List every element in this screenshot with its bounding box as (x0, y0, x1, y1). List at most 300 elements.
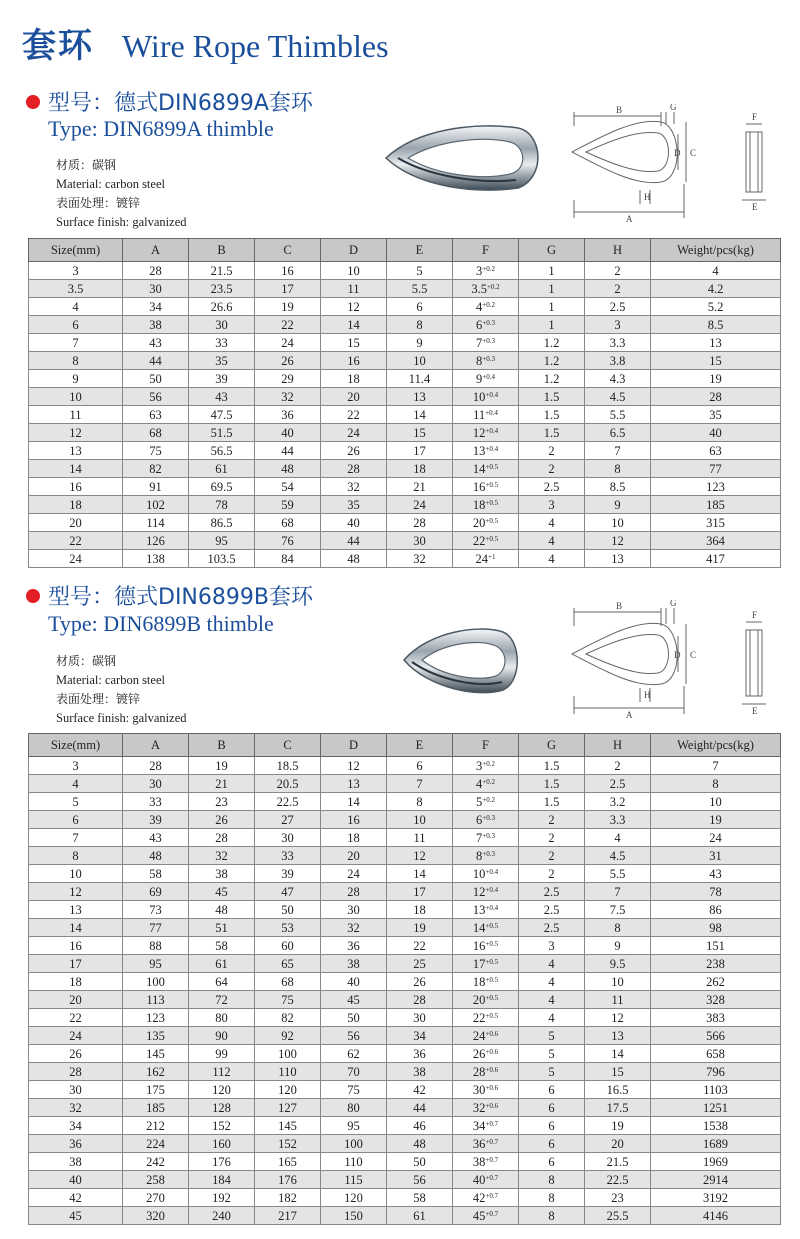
table-cell: 38 (387, 1063, 453, 1081)
dim-label-e: E (752, 202, 758, 212)
table-row (29, 955, 781, 973)
table-row (29, 1081, 781, 1099)
table-cell: 40 (321, 973, 387, 991)
table-cell: 7.5 (585, 901, 651, 919)
tolerance-base: 5 (476, 794, 483, 809)
table-row (29, 478, 781, 496)
table-cell: 123 (651, 478, 781, 496)
table-cell: 25 (387, 955, 453, 973)
table-cell: 4.2 (651, 280, 781, 298)
table-cell: 6 (29, 811, 123, 829)
table-cell: 21 (189, 775, 255, 793)
table-cell: 240 (189, 1207, 255, 1225)
table-cell: 2 (519, 811, 585, 829)
table-cell: 14 (585, 1045, 651, 1063)
table-cell: 20 (321, 847, 387, 865)
table-cell: 45 (29, 1207, 123, 1225)
table-cell: 14 (387, 865, 453, 883)
table-cell: 8 (387, 793, 453, 811)
table-cell: 95 (189, 532, 255, 550)
table-cell: 17 (255, 280, 321, 298)
tolerance-base: 20 (472, 515, 486, 530)
tolerance-superscript: +0.7 (485, 1137, 499, 1146)
tolerance-base: 36 (472, 1136, 486, 1151)
table-cell: 113 (123, 991, 189, 1009)
table-row (29, 1117, 781, 1135)
table-cell: 100 (321, 1135, 387, 1153)
table-row (29, 775, 781, 793)
column-header: H (585, 239, 651, 262)
table-cell: 61 (387, 1207, 453, 1225)
table-row (29, 883, 781, 901)
type-heading-en: Type: DIN6899A thimble (48, 116, 274, 141)
tolerance-base: 6 (476, 317, 483, 332)
table-cell: 15 (387, 424, 453, 442)
table-cell: 20.5 (255, 775, 321, 793)
table-cell: 40 (321, 514, 387, 532)
tolerance-superscript: +0.3 (482, 336, 495, 345)
table-cell: 5 (387, 262, 453, 280)
table-cell: 6 (519, 1135, 585, 1153)
table-cell: 16.5 (585, 1081, 651, 1099)
tolerance-base: 38 (472, 1154, 486, 1169)
table-cell: 28 (387, 514, 453, 532)
table-row (29, 280, 781, 298)
table-cell: 262 (651, 973, 781, 991)
table-cell (453, 460, 519, 478)
table-cell (453, 496, 519, 514)
tolerance-base: 12 (472, 884, 486, 899)
table-cell: 35 (189, 352, 255, 370)
table-cell: 19 (255, 298, 321, 316)
table-cell: 50 (255, 901, 321, 919)
tolerance-base: 8 (476, 848, 483, 863)
column-header: B (189, 734, 255, 757)
table-cell: 10 (585, 514, 651, 532)
table-cell: 19 (585, 1117, 651, 1135)
table-cell: 4.3 (585, 370, 651, 388)
table-cell: 98 (651, 919, 781, 937)
table-cell: 12 (29, 883, 123, 901)
table-cell: 24 (29, 550, 123, 568)
table-cell: 44 (123, 352, 189, 370)
table-cell: 70 (321, 1063, 387, 1081)
table-cell: 19 (651, 370, 781, 388)
tolerance-superscript: +0.4 (485, 390, 499, 399)
table-cell: 24 (321, 865, 387, 883)
column-header: Weight/pcs(kg) (651, 734, 781, 757)
tolerance-superscript: +0.3 (482, 849, 495, 858)
tolerance-base: 8 (476, 353, 483, 368)
table-cell: 80 (321, 1099, 387, 1117)
tolerance-superscript: +0.4 (485, 903, 499, 912)
table-cell: 1.5 (519, 406, 585, 424)
table-cell: 72 (189, 991, 255, 1009)
table-cell: 78 (651, 883, 781, 901)
table-cell: 28 (29, 1063, 123, 1081)
column-header: A (123, 239, 189, 262)
table-cell: 14 (321, 793, 387, 811)
table-cell: 115 (321, 1171, 387, 1189)
table-cell: 10 (387, 352, 453, 370)
table-cell: 18 (29, 973, 123, 991)
table-cell (453, 955, 519, 973)
table-row (29, 937, 781, 955)
table-cell: 1 (519, 280, 585, 298)
table-cell: 127 (255, 1099, 321, 1117)
table-cell: 91 (123, 478, 189, 496)
table-cell: 242 (123, 1153, 189, 1171)
table-row (29, 919, 781, 937)
table-cell: 56 (123, 388, 189, 406)
table-row (29, 1207, 781, 1225)
table-cell: 175 (123, 1081, 189, 1099)
table-cell: 34 (29, 1117, 123, 1135)
tolerance-base: 16 (472, 479, 486, 494)
table-cell (453, 478, 519, 496)
table-cell: 38 (29, 1153, 123, 1171)
table-cell: 15 (321, 334, 387, 352)
table-cell (453, 775, 519, 793)
table-cell: 8 (519, 1171, 585, 1189)
table-cell: 45 (321, 991, 387, 1009)
table-cell (453, 352, 519, 370)
table-cell: 19 (651, 811, 781, 829)
table-cell (453, 298, 519, 316)
table-cell: 77 (123, 919, 189, 937)
table-cell: 29 (255, 370, 321, 388)
table-cell: 224 (123, 1135, 189, 1153)
table-row (29, 1027, 781, 1045)
table-cell: 126 (123, 532, 189, 550)
table-cell: 3.3 (585, 334, 651, 352)
table-cell: 8 (29, 847, 123, 865)
tolerance-superscript: +0.4 (482, 372, 495, 381)
tolerance-base: 14 (472, 461, 486, 476)
table-cell: 138 (123, 550, 189, 568)
table-cell: 258 (123, 1171, 189, 1189)
tolerance-superscript: +0.6 (485, 1083, 499, 1092)
table-cell: 32 (189, 847, 255, 865)
table-cell: 43 (651, 865, 781, 883)
tolerance-base: 3 (476, 263, 483, 278)
table-cell: 73 (123, 901, 189, 919)
tolerance-base: 18 (472, 497, 486, 512)
tolerance-superscript: +0.5 (485, 975, 499, 984)
table-cell: 10 (29, 388, 123, 406)
table-cell: 5.2 (651, 298, 781, 316)
table-row (29, 514, 781, 532)
table-cell: 35 (651, 406, 781, 424)
dim-label-d: D (674, 148, 681, 158)
table-cell: 6 (29, 316, 123, 334)
tolerance-superscript: +0.5 (485, 1011, 499, 1020)
table-cell (453, 1117, 519, 1135)
tolerance-superscript: +0.4 (485, 408, 498, 417)
table-cell: 15 (585, 1063, 651, 1081)
table-cell: 8 (519, 1207, 585, 1225)
table-cell: 30 (255, 829, 321, 847)
table-cell: 165 (255, 1153, 321, 1171)
tolerance-superscript: +0.5 (485, 498, 499, 507)
table-cell: 28 (123, 262, 189, 280)
tolerance-base: 28 (472, 1064, 486, 1079)
dim-label-d: D (674, 650, 681, 660)
table-cell: 7 (585, 883, 651, 901)
table-cell: 1.5 (519, 388, 585, 406)
table-cell (453, 388, 519, 406)
table-cell: 56 (321, 1027, 387, 1045)
tolerance-superscript: +0.5 (485, 921, 499, 930)
table-cell: 24 (29, 1027, 123, 1045)
table-cell: 10 (321, 262, 387, 280)
tolerance-base: 11 (473, 407, 486, 422)
page-header (22, 18, 389, 66)
table-cell: 22.5 (255, 793, 321, 811)
table-cell: 32 (387, 550, 453, 568)
dim-label-c: C (690, 650, 697, 660)
table-cell (453, 514, 519, 532)
table-cell: 20 (321, 388, 387, 406)
table-cell: 24 (255, 334, 321, 352)
table-cell (453, 532, 519, 550)
table-cell: 151 (651, 937, 781, 955)
table-cell: 44 (387, 1099, 453, 1117)
bullet-dot-icon (26, 95, 40, 109)
table-cell: 185 (123, 1099, 189, 1117)
column-header: E (387, 239, 453, 262)
table-cell: 328 (651, 991, 781, 1009)
dim-label-c: C (690, 148, 697, 158)
column-header: Size(mm) (29, 239, 123, 262)
table-cell: 69.5 (189, 478, 255, 496)
table-cell: 69 (123, 883, 189, 901)
tolerance-base: 16 (472, 938, 486, 953)
column-header: F (453, 734, 519, 757)
table-cell: 7 (387, 775, 453, 793)
table-cell: 1.2 (519, 370, 585, 388)
table-cell: 90 (189, 1027, 255, 1045)
table-cell: 5 (519, 1045, 585, 1063)
tolerance-base: 7 (476, 830, 483, 845)
table-cell: 22 (29, 1009, 123, 1027)
table-cell: 120 (321, 1189, 387, 1207)
table-cell: 99 (189, 1045, 255, 1063)
table-cell: 23 (585, 1189, 651, 1207)
table-cell (453, 316, 519, 334)
dim-label-g: G (670, 104, 677, 112)
table-row (29, 757, 781, 775)
table-cell: 39 (123, 811, 189, 829)
table-header-row (29, 734, 781, 757)
finish-en: Surface finish: galvanized (56, 215, 187, 229)
table-cell: 417 (651, 550, 781, 568)
dim-label-a: A (626, 710, 633, 720)
tolerance-base: 10 (472, 866, 486, 881)
table-cell: 16 (321, 811, 387, 829)
table-cell: 3.5 (29, 280, 123, 298)
table-cell: 10 (651, 793, 781, 811)
table-cell: 82 (255, 1009, 321, 1027)
table-cell: 18.5 (255, 757, 321, 775)
tolerance-superscript: +0.7 (485, 1155, 499, 1164)
table-cell: 4 (29, 775, 123, 793)
tolerance-superscript: +0.4 (485, 885, 499, 894)
table-cell: 13 (651, 334, 781, 352)
spec-table-din6899a (28, 238, 781, 568)
table-cell: 28 (387, 991, 453, 1009)
table-row (29, 847, 781, 865)
column-header: D (321, 239, 387, 262)
table-cell: 2 (585, 280, 651, 298)
table-cell: 43 (123, 829, 189, 847)
table-cell: 17 (29, 955, 123, 973)
tolerance-superscript: +0.3 (482, 318, 495, 327)
table-cell: 10 (585, 973, 651, 991)
table-cell: 45 (189, 883, 255, 901)
table-cell (453, 757, 519, 775)
table-cell: 50 (123, 370, 189, 388)
table-cell: 16 (29, 478, 123, 496)
tolerance-base: 18 (472, 974, 486, 989)
table-cell: 160 (189, 1135, 255, 1153)
table-cell: 315 (651, 514, 781, 532)
table-row (29, 370, 781, 388)
table-cell (453, 334, 519, 352)
table-cell: 5 (519, 1027, 585, 1045)
tolerance-superscript: +0.2 (482, 264, 495, 273)
column-header: B (189, 239, 255, 262)
table-cell: 24 (387, 496, 453, 514)
tolerance-base: 26 (472, 1046, 486, 1061)
table-cell: 38 (189, 865, 255, 883)
table-cell: 1.5 (519, 424, 585, 442)
tolerance-base: 4 (476, 299, 483, 314)
table-cell: 33 (123, 793, 189, 811)
tolerance-superscript: +0.2 (486, 282, 500, 291)
table-cell: 21 (387, 478, 453, 496)
table-cell: 10 (29, 865, 123, 883)
table-cell: 47 (255, 883, 321, 901)
table-cell: 40 (651, 424, 781, 442)
table-cell: 383 (651, 1009, 781, 1027)
title-chinese: 套环 (22, 26, 94, 66)
table-cell: 3 (519, 496, 585, 514)
tolerance-base: 22 (472, 1010, 486, 1025)
tolerance-base: 24 (472, 1028, 486, 1043)
tolerance-superscript: +0.5 (485, 480, 499, 489)
table-cell: 42 (387, 1081, 453, 1099)
type-heading-en: Type: DIN6899B thimble (48, 611, 274, 636)
table-row (29, 1099, 781, 1117)
table-cell: 2.5 (519, 901, 585, 919)
table-row (29, 1189, 781, 1207)
table-cell: 23.5 (189, 280, 255, 298)
table-cell: 16 (255, 262, 321, 280)
table-cell: 13 (585, 1027, 651, 1045)
table-cell (453, 1207, 519, 1225)
table-cell: 30 (387, 1009, 453, 1027)
table-cell: 18 (321, 370, 387, 388)
table-cell: 135 (123, 1027, 189, 1045)
table-cell: 12 (585, 532, 651, 550)
table-cell: 84 (255, 550, 321, 568)
table-cell: 18 (387, 901, 453, 919)
table-cell: 1103 (651, 1081, 781, 1099)
table-cell: 9 (387, 334, 453, 352)
table-cell: 566 (651, 1027, 781, 1045)
table-cell: 5.5 (387, 280, 453, 298)
table-cell (453, 1027, 519, 1045)
table-cell (453, 829, 519, 847)
table-cell: 2.5 (585, 298, 651, 316)
table-cell (453, 937, 519, 955)
material-en: Material: carbon steel (56, 673, 165, 687)
table-cell: 12 (321, 757, 387, 775)
tolerance-superscript: +1 (488, 552, 496, 561)
table-row (29, 793, 781, 811)
tolerance-superscript: +0.2 (482, 300, 495, 309)
table-cell: 364 (651, 532, 781, 550)
table-row (29, 1063, 781, 1081)
table-cell: 17.5 (585, 1099, 651, 1117)
table-cell: 2 (519, 847, 585, 865)
table-cell: 39 (255, 865, 321, 883)
table-cell: 65 (255, 955, 321, 973)
table-cell (453, 1045, 519, 1063)
table-cell: 4 (585, 829, 651, 847)
table-cell: 15 (651, 352, 781, 370)
material-cn: 材质：碳钢 (56, 654, 117, 668)
table-cell: 13 (321, 775, 387, 793)
table-cell: 3 (29, 757, 123, 775)
table-cell: 192 (189, 1189, 255, 1207)
table-cell: 1.2 (519, 352, 585, 370)
table-row (29, 973, 781, 991)
table-cell: 35 (321, 496, 387, 514)
table-row (29, 865, 781, 883)
table-cell: 120 (255, 1081, 321, 1099)
table-cell: 48 (387, 1135, 453, 1153)
table-row (29, 532, 781, 550)
table-cell: 152 (255, 1135, 321, 1153)
table-cell: 46 (387, 1117, 453, 1135)
table-cell: 2 (585, 262, 651, 280)
table-cell: 1.5 (519, 793, 585, 811)
table-cell: 4 (519, 1009, 585, 1027)
table-cell: 63 (651, 442, 781, 460)
tolerance-superscript: +0.5 (485, 534, 499, 543)
table-cell: 217 (255, 1207, 321, 1225)
table-cell: 100 (255, 1045, 321, 1063)
table-cell: 102 (123, 496, 189, 514)
table-cell: 120 (189, 1081, 255, 1099)
table-cell: 51 (189, 919, 255, 937)
table-cell: 184 (189, 1171, 255, 1189)
table-cell: 4 (29, 298, 123, 316)
column-header: H (585, 734, 651, 757)
table-cell: 34 (387, 1027, 453, 1045)
table-cell: 4.5 (585, 388, 651, 406)
table-cell: 176 (189, 1153, 255, 1171)
table-cell: 62 (321, 1045, 387, 1063)
table-row (29, 262, 781, 280)
table-cell: 2 (519, 442, 585, 460)
table-cell: 75 (255, 991, 321, 1009)
table-cell: 4 (519, 550, 585, 568)
table-cell: 26 (321, 442, 387, 460)
tolerance-superscript: +0.2 (482, 759, 495, 768)
